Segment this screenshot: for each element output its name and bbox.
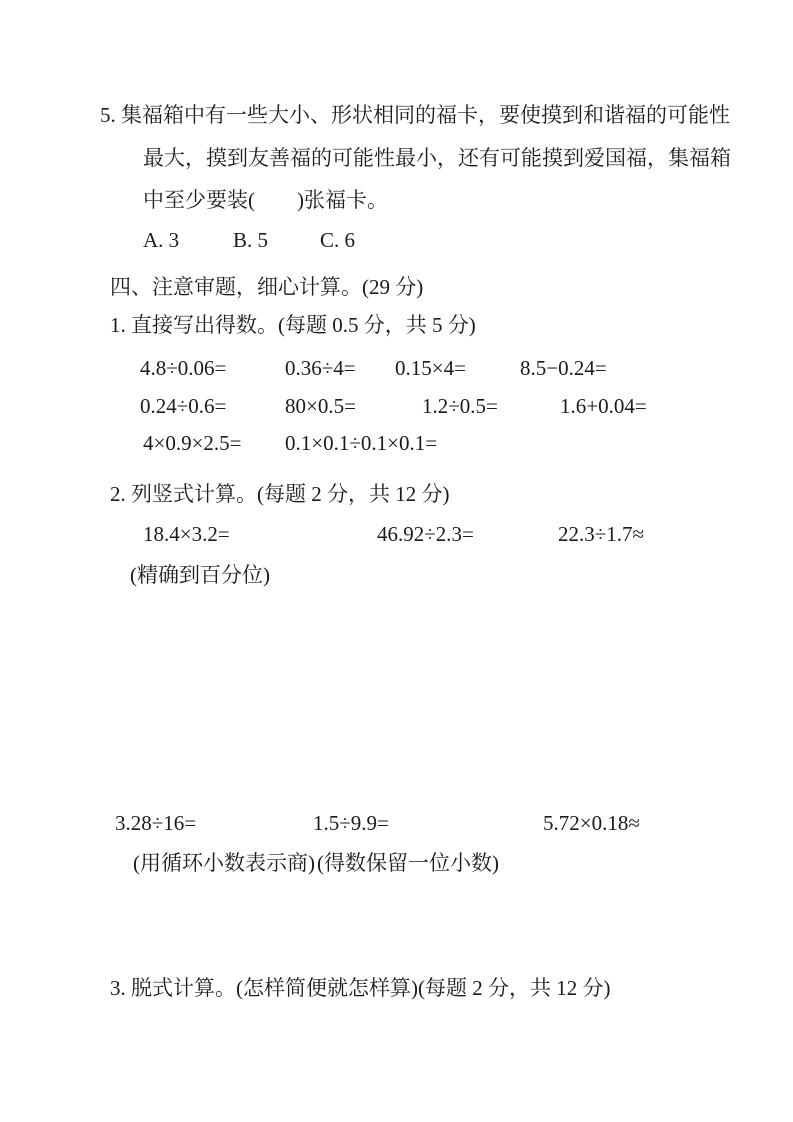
question5-option-a: A. 3	[143, 228, 180, 252]
question5-line3-answer-blank: 中至少要装( )张福卡。	[143, 188, 388, 212]
sub1-row2-expression-4: 1.6+0.04=	[560, 394, 647, 418]
question5-option-b: B. 5	[233, 228, 269, 252]
sub1-row2-expression-1: 0.24÷0.6=	[140, 394, 227, 418]
sub2-row1-expression-1: 18.4×3.2=	[143, 522, 230, 546]
sub2-row2-expression-3: 5.72×0.18≈	[543, 811, 640, 835]
sub2-row2-expression-2: 1.5÷9.9=	[313, 811, 389, 835]
question5-line2: 最大，摸到友善福的可能性最小，还有可能摸到爱国福，集福箱	[143, 146, 731, 170]
sub3-heading: 3. 脱式计算。(怎样简便就怎样算)(每题 2 分，共 12 分)	[110, 976, 611, 1000]
sub1-row1-expression-2: 0.36÷4=	[285, 356, 356, 380]
sub2-note-precision: (精确到百分位)	[130, 563, 270, 587]
sub1-heading: 1. 直接写出得数。(每题 0.5 分，共 5 分)	[110, 313, 476, 337]
sub2-heading: 2. 列竖式计算。(每题 2 分，共 12 分)	[110, 482, 450, 506]
sub1-row1-expression-1: 4.8÷0.06=	[140, 356, 227, 380]
sub2-note-keep-one-decimal: (得数保留一位小数)	[317, 851, 499, 875]
sub2-row2-expression-1: 3.28÷16=	[115, 811, 197, 835]
question5-line1: 5. 集福箱中有一些大小、形状相同的福卡，要使摸到和谐福的可能性	[100, 103, 730, 127]
sub1-row3-expression-1: 4×0.9×2.5=	[143, 431, 242, 455]
sub1-row2-expression-3: 1.2÷0.5=	[422, 394, 498, 418]
sub1-row2-expression-2: 80×0.5=	[285, 394, 356, 418]
sub2-row1-expression-2: 46.92÷2.3=	[377, 522, 474, 546]
sub1-row1-expression-3: 0.15×4=	[395, 356, 466, 380]
question5-option-c: C. 6	[320, 228, 356, 252]
sub2-row1-expression-3: 22.3÷1.7≈	[558, 522, 645, 546]
sub1-row3-expression-2: 0.1×0.1÷0.1×0.1=	[285, 431, 438, 455]
section4-heading: 四、注意审题，细心计算。(29 分)	[110, 275, 424, 299]
sub1-row1-expression-4: 8.5−0.24=	[520, 356, 607, 380]
sub2-note-repeating-decimal: (用循环小数表示商)	[133, 851, 315, 875]
